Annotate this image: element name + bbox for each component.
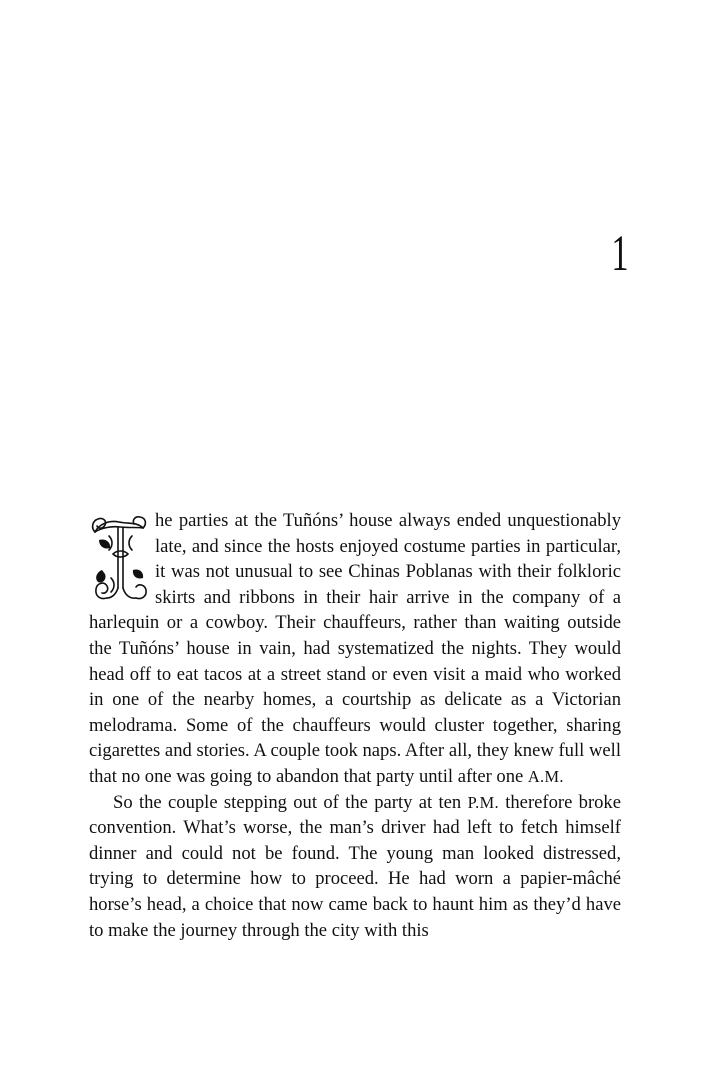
- paragraph-2: [89, 790, 621, 944]
- body-text-block: [89, 508, 621, 943]
- ornate-initial-t-icon: [89, 510, 151, 610]
- chapter-number: [0, 225, 631, 282]
- chapter-number-glyph: 1: [611, 225, 629, 282]
- paragraph-1-text: he parties at the Tuñóns’ house always ended unquestionably late, and since the hosts enjoyed costume parties in particular, it was not unusual to see Chinas Poblanas with their folkloric skirts and ribbons in their hair arrive in the company of a harlequin or a cowboy. Their chauffeurs, rather than waiting outside the Tuñóns’ house in vain, had systematized the nights. They would head off to eat tacos at a street stand or even visit a maid who worked in one of the nearby homes, a courtship as delicate as a Victorian melodrama. Some of the chauffeurs would cluster together, sharing cigarettes and stories. A couple took naps. After all, they knew full well that no one was going to abandon that party until after one: [89, 510, 621, 787]
- paragraph-2-text-before: So the couple stepping out of the party at ten: [113, 791, 468, 813]
- paragraph-2-smallcaps: P.M.: [467, 792, 499, 812]
- paragraph-1-smallcaps: A.M.: [527, 766, 564, 786]
- paragraph-2-text-after: therefore broke convention. What’s worse, the man’s driver had left to fetch himself dinner and could not be found. The young man looked distressed, trying to determine how to proceed. He had worn a papier-mâché horse’s head, a choice that now came back to haunt him as they’d have to make the journey through the city with this: [89, 791, 621, 941]
- paragraph-1: [89, 508, 621, 790]
